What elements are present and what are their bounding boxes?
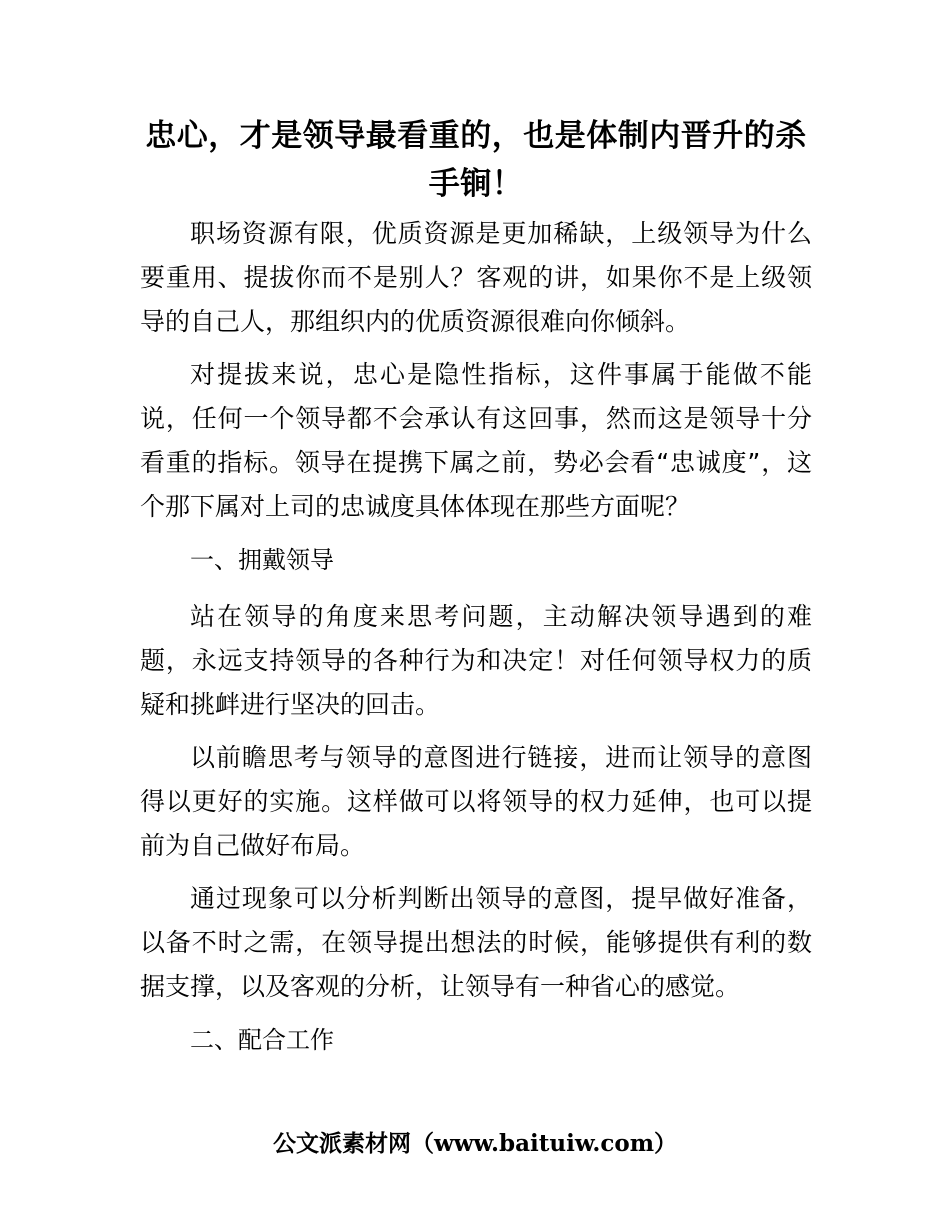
page-footer: 公文派素材网（www.baituiw.com） — [272, 1130, 678, 1157]
document-title: 忠心，才是领导最看重的，也是体制内晋升的杀手锏！ — [145, 118, 807, 202]
paragraph-support-leader: 站在领导的角度来思考问题，主动解决领导遇到的难题，永远支持领导的各种行为和决定！对任何领导权力的质疑和挑衅进行坚决的回击。 — [140, 602, 812, 719]
document-body — [140, 212, 812, 1075]
paragraph-forward-thinking: 以前瞻思考与领导的意图进行链接，进而让领导的意图得以更好的实施。这样做可以将领导的权力延伸，也可以提前为自己做好布局。 — [140, 743, 812, 860]
paragraph-intro: 职场资源有限，优质资源是更加稀缺，上级领导为什么要重用、提拔你而不是别人？客观的讲，如果你不是上级领导的自己人，那组织内的优质资源很难向你倾斜。 — [140, 219, 812, 336]
paragraph-loyalty-indicator: 对提拔来说，忠心是隐性指标，这件事属于能做不能说，任何一个领导都不会承认有这回事，然而这是领导十分看重的指标。领导在提携下属之前，势必会看“忠诚度”，这个那下属对上司的忠诚度具体体现在那些方面呢？ — [140, 360, 812, 521]
section-heading-cooperate: 二、配合工作 — [190, 1026, 334, 1054]
paragraph-anticipate-intent: 通过现象可以分析判断出领导的意图，提早做好准备，以备不时之需，在领导提出想法的时候，能够提供有利的数据支撑，以及客观的分析，让领导有一种省心的感觉。 — [140, 884, 812, 1001]
section-heading-support-leader: 一、拥戴领导 — [190, 546, 334, 574]
